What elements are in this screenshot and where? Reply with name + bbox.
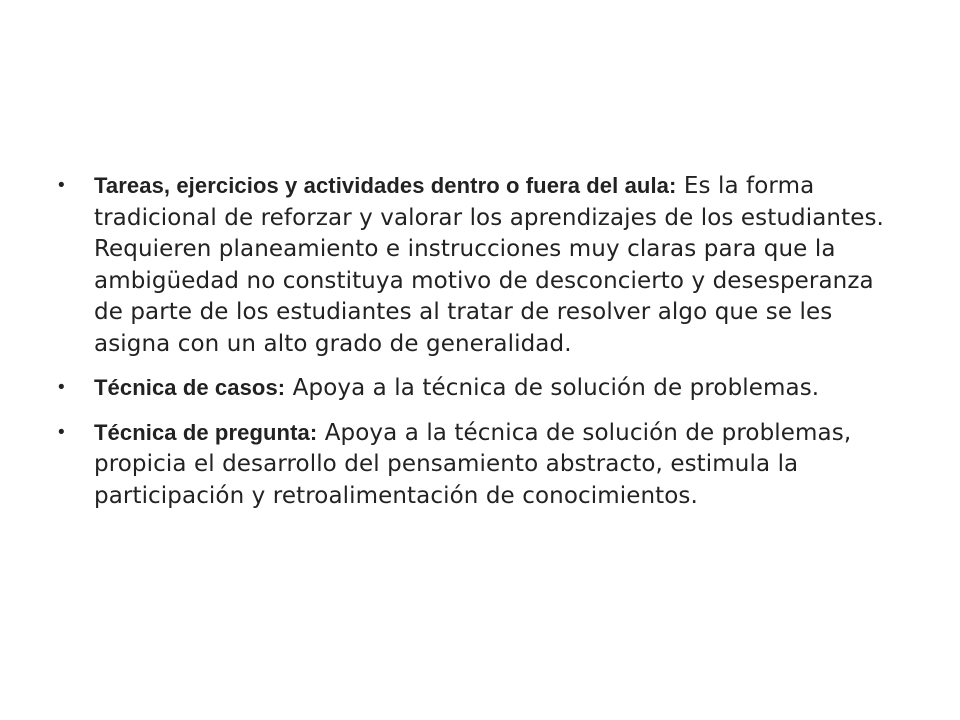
bullet-item-casos [58, 372, 908, 405]
bullet-icon: • [58, 377, 65, 398]
bullet-lead-text: Tareas, ejercicios y actividades dentro o fuera del aula: [94, 173, 677, 198]
bullet-lead-text: Técnica de pregunta: [94, 419, 318, 445]
bullet-icon: • [58, 421, 65, 443]
bullet-body-text: Apoya a la técnica de solución de problemas. [285, 375, 820, 401]
bullet-lead-text: Técnica de casos: [94, 375, 286, 400]
bullet-body-text: Apoya a la técnica de solución de problemas, propicia el desarrollo del pensamiento abstracto, estimula la participación y retroalimentación de conocimientos. [94, 419, 852, 509]
bullet-item-tareas [58, 170, 908, 360]
bullet-body-text: Es la forma tradicional de reforzar y valorar los aprendizajes de los estudiantes. Requieren planeamiento e instrucciones muy claras para que la ambigüedad no constituya motivo de desconcierto y desesperanza de parte de los estudiantes al tratar de resolver algo que se les asigna con un alto grado de generalidad. [94, 173, 884, 357]
bullet-item-pregunta [58, 417, 908, 513]
bullet-list [58, 170, 908, 524]
bullet-icon: • [58, 175, 65, 196]
